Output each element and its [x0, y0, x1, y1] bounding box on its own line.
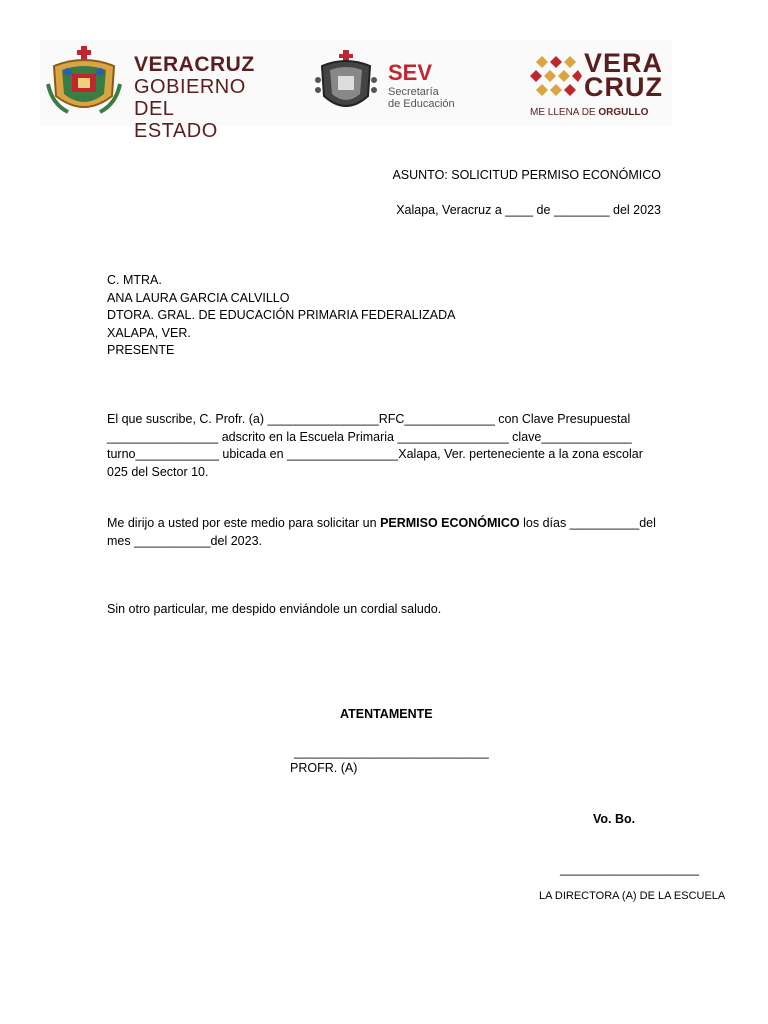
tagline-bold: ORGULLO — [598, 107, 649, 118]
veracruz-coat-of-arms-icon — [44, 44, 124, 120]
subject-line: ASUNTO: SOLICITUD PERMISO ECONÓMICO — [392, 168, 661, 182]
director-label: LA DIRECTORA (A) DE LA ESCUELA — [539, 890, 726, 902]
recipient-line: DTORA. GRAL. DE EDUCACIÓN PRIMARIA FEDERALIZADA — [107, 308, 456, 322]
date-line: Xalapa, Veracruz a ____ de ________ del 2023 — [396, 203, 661, 217]
body-paragraph-1 — [107, 411, 643, 481]
atentamente-heading: ATENTAMENTE — [340, 707, 433, 721]
vobo-label: Vo. Bo. — [593, 812, 636, 826]
veracruz-brand-logo — [530, 48, 670, 120]
paragraph-line: El que suscribe, C. Profr. (a) ________________RFC_____________ con Clave Presupuestal — [107, 412, 631, 426]
body-paragraph-2 — [107, 515, 656, 550]
recipient-line: C. MTRA. — [107, 273, 162, 287]
recipient-line: XALAPA, VER. — [107, 325, 191, 340]
gobierno-logo-text — [134, 54, 255, 142]
recipient-line: PRESENTE — [107, 343, 175, 357]
gobierno-veracruz-logo — [44, 44, 255, 142]
sev-logo-line3: de Educación — [388, 98, 455, 110]
veracruz-pattern-icon — [530, 52, 582, 102]
sev-logo-line2: Secretaría — [388, 86, 439, 98]
permiso-economico-bold: PERMISO ECONÓMICO — [380, 516, 520, 530]
veracruz-logo-line1: VERA — [584, 48, 664, 78]
sev-logo — [312, 50, 482, 116]
signature-line: ____________________________ — [294, 745, 489, 759]
gobierno-logo-line2: GOBIERNO — [134, 76, 246, 98]
paragraph-line: ________________ adscrito en la Escuela Primaria ________________ clave_____________ — [107, 429, 632, 444]
paragraph-line: 025 del Sector 10. — [107, 464, 209, 479]
request-days-text: los días __________del — [519, 516, 656, 530]
profr-label: PROFR. (A) — [290, 761, 358, 775]
director-signature-line: ____________________ — [560, 862, 700, 876]
gobierno-logo-line1: VERACRUZ — [134, 53, 255, 76]
veracruz-logo-tagline — [530, 107, 648, 118]
gobierno-logo-line3: DEL ESTADO — [134, 98, 218, 142]
paragraph-line: turno____________ ubicada en ________________Xalapa, Ver. perteneciente a la zona escolar — [107, 447, 643, 461]
recipient-block — [107, 272, 455, 360]
sev-logo-title: SEV — [388, 60, 433, 85]
closing-paragraph: Sin otro particular, me despido enviándole un cordial saludo. — [107, 602, 442, 616]
recipient-line: ANA LAURA GARCIA CALVILLO — [107, 290, 290, 305]
paragraph-line: mes ___________del 2023. — [107, 533, 262, 548]
paragraph-line — [107, 515, 656, 533]
request-text: Me dirijo a usted por este medio para solicitar un — [107, 516, 381, 530]
veracruz-logo-line2: CRUZ — [584, 72, 663, 102]
tagline-plain: ME LLENA DE — [530, 107, 599, 118]
sev-seal-icon — [312, 50, 380, 116]
